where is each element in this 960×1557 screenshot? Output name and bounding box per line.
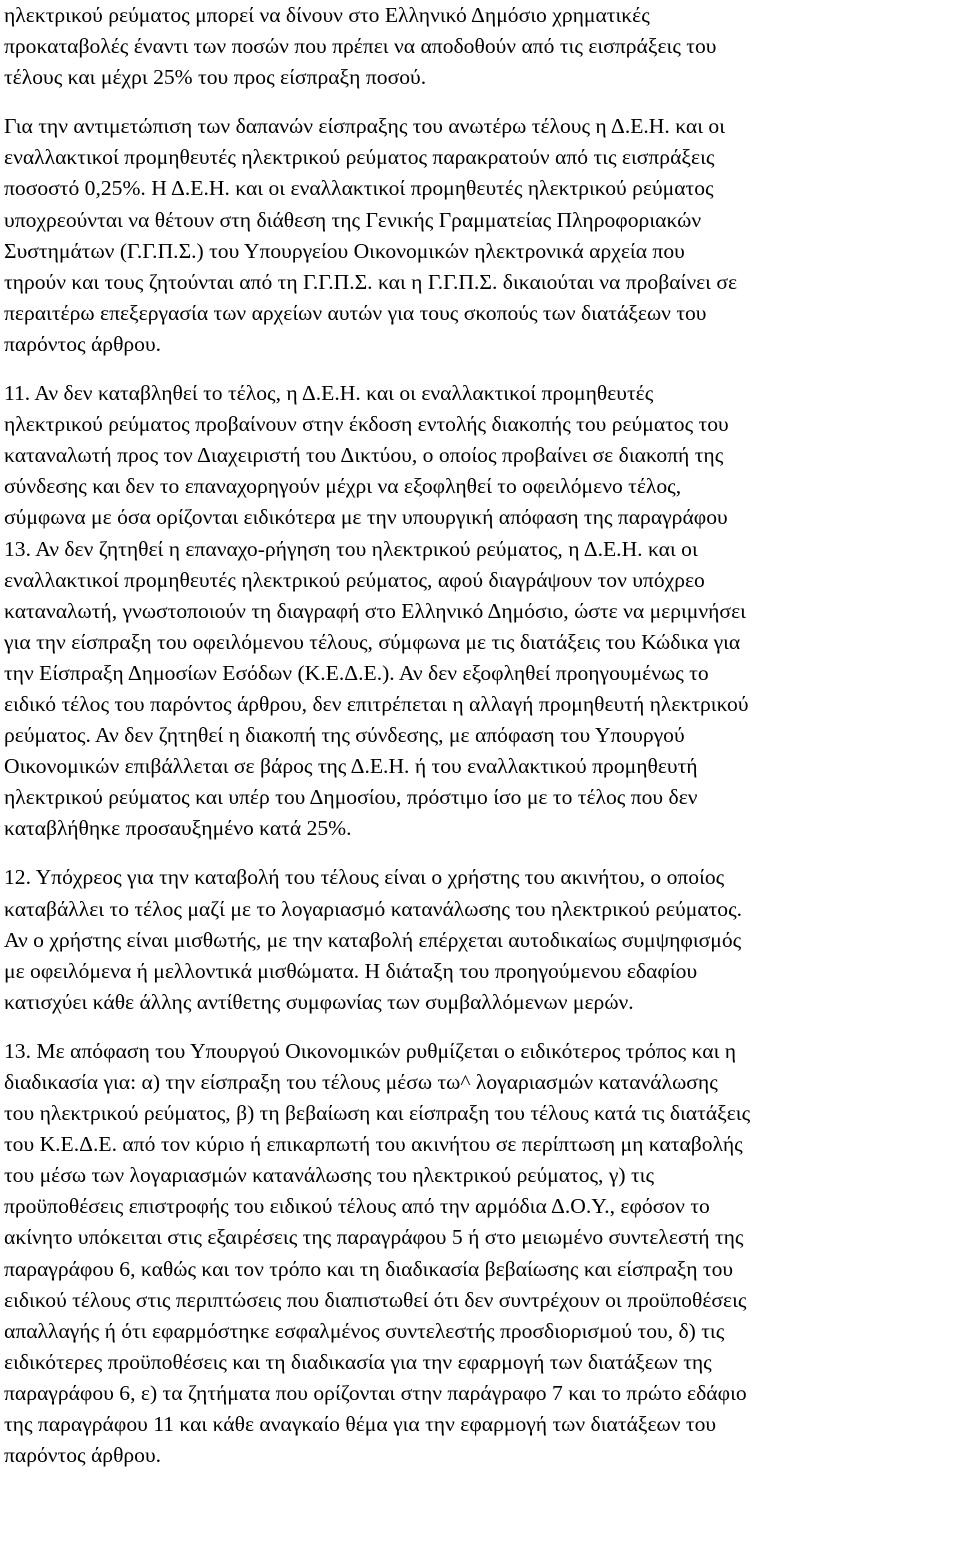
text-line: περαιτέρω επεξεργασία των αρχείων αυτών για τους σκοπούς των διατάξεων του xyxy=(4,300,707,325)
text-line: ηλεκτρικού ρεύματος και υπέρ του Δημοσίου, πρόστιμο ίσο με το τέλος που δεν xyxy=(4,785,698,810)
paragraph-collection-costs xyxy=(4,111,956,360)
text-line: Αν ο χρήστης είναι μισθωτής, με την καταβολή επέρχεται αυτοδικαίως συμψηφισμός xyxy=(4,927,742,952)
text-line: καταναλωτή, γνωστοποιούν τη διαγραφή στο Ελληνικό Δημόσιο, ώστε να μεριμνήσει xyxy=(4,598,746,623)
text-line: για την είσπραξη του οφειλόμενου τέλους, σύμφωνα με τις διατάξεις του Κώδικα για xyxy=(4,629,741,654)
text-line: καταβλήθηκε προσαυξημένο κατά 25%. xyxy=(4,816,352,841)
text-line: σύμφωνα με όσα ορίζονται ειδικότερα με την υπουργική απόφαση της παραγράφου xyxy=(4,505,728,530)
paragraph-gap xyxy=(4,93,956,111)
text-line: Συστημάτων (Γ.Γ.Π.Σ.) του Υπουργείου Οικονομικών ηλεκτρονικά αρχεία που xyxy=(4,238,685,263)
text-line: ακίνητο υπόκειται στις εξαιρέσεις της παραγράφου 5 ή στο μειωμένο συντελεστή της xyxy=(4,1225,744,1250)
text-line: ποσοστό 0,25%. Η Δ.Ε.Η. και οι εναλλακτικοί προμηθευτές ηλεκτρικού ρεύματος xyxy=(4,176,714,201)
text-line: εναλλακτικοί προμηθευτές ηλεκτρικού ρεύματος, αφού διαγράψουν τον υπόχρεο xyxy=(4,567,705,592)
paragraph-gap xyxy=(4,360,956,378)
text-line: παραγράφου 6, καθώς και τον τρόπο και τη διαδικασία βεβαίωσης και είσπραξη του xyxy=(4,1256,734,1281)
text-line: 12. Υπόχρεος για την καταβολή του τέλους είναι ο χρήστης του ακινήτου, ο οποίος xyxy=(4,865,725,890)
text-line: της παραγράφου 11 και κάθε αναγκαίο θέμα για την εφαρμογή των διατάξεων του xyxy=(4,1412,717,1437)
text-line: 11. Αν δεν καταβληθεί το τέλος, η Δ.Ε.Η. και οι εναλλακτικοί προμηθευτές xyxy=(4,381,654,406)
text-line: προϋποθέσεις επιστροφής του ειδικού τέλους από την αρμόδια Δ.Ο.Υ., εφόσον το xyxy=(4,1194,710,1219)
text-line: προκαταβολές έναντι των ποσών που πρέπει να αποδοθούν από τις εισπράξεις του xyxy=(4,34,717,59)
text-line: ειδικού τέλους στις περιπτώσεις που διαπιστωθεί ότι δεν συντρέχουν οι προϋποθέσεις xyxy=(4,1287,747,1312)
text-line: απαλλαγής ή ότι εφαρμόστηκε εσφαλμένος συντελεστής προσδιορισμού του, δ) τις xyxy=(4,1318,725,1343)
text-line: του Κ.Ε.Δ.Ε. από τον κύριο ή επικαρπωτή του ακινήτου σε περίπτωση μη καταβολής xyxy=(4,1132,743,1157)
text-line: του μέσω των λογαριασμών κατανάλωσης του ηλεκτρικού ρεύματος, γ) τις xyxy=(4,1163,655,1188)
text-line: παραγράφου 6, ε) τα ζητήματα που ορίζονται στην παράγραφο 7 και το πρώτο εδάφιο xyxy=(4,1380,747,1405)
text-line: σύνδεσης και δεν το επαναχορηγούν μέχρι να εξοφληθεί το οφειλόμενο τέλος, xyxy=(4,474,682,499)
text-line: 13. Αν δεν ζητηθεί η επαναχο-ρήγηση του ηλεκτρικού ρεύματος, η Δ.Ε.Η. και οι xyxy=(4,536,698,561)
text-line: Για την αντιμετώπιση των δαπανών είσπραξης του ανωτέρω τέλους η Δ.Ε.Η. και οι xyxy=(4,114,726,139)
text-line: ειδικότερες προϋποθέσεις και τη διαδικασία για την εφαρμογή των διατάξεων της xyxy=(4,1349,712,1374)
text-line: του ηλεκτρικού ρεύματος, β) τη βεβαίωση και είσπραξη του τέλους κατά τις διατάξεις xyxy=(4,1101,751,1126)
paragraph-gap xyxy=(4,844,956,862)
text-line: ηλεκτρικού ρεύματος προβαίνουν στην έκδοση εντολής διακοπής του ρεύματος του xyxy=(4,412,729,437)
text-line: ειδικό τέλος του παρόντος άρθρου, δεν επιτρέπεται η αλλαγή προμηθευτή ηλεκτρικού xyxy=(4,691,749,716)
text-line: ρεύματος. Αν δεν ζητηθεί η διακοπή της σύνδεσης, με απόφαση του Υπουργού xyxy=(4,723,685,748)
paragraph-12 xyxy=(4,862,956,1017)
document-page xyxy=(4,0,956,1557)
text-line: τηρούν και τους ζητούνται από τη Γ.Γ.Π.Σ. και η Γ.Γ.Π.Σ. δικαιούται να προβαίνει σε xyxy=(4,269,738,294)
paragraph-gap xyxy=(4,1018,956,1036)
text-line: καταβάλλει το τέλος μαζί με το λογαριασμό κατανάλωσης του ηλεκτρικού ρεύματος. xyxy=(4,896,743,921)
text-line: διαδικασία για: α) την είσπραξη του τέλους μέσω τω^ λογαριασμών κατανάλωσης xyxy=(4,1070,718,1094)
text-line: με οφειλόμενα ή μελλοντικά μισθώματα. Η διάταξη του προηγούμενου εδαφίου xyxy=(4,958,698,983)
text-line: ηλεκτρικού ρεύματος μπορεί να δίνουν στο Ελληνικό Δημόσιο χρηματικές xyxy=(4,3,650,27)
text-line: εναλλακτικοί προμηθευτές ηλεκτρικού ρεύματος παρακρατούν από τις εισπράξεις xyxy=(4,145,715,170)
text-line: καταναλωτή προς τον Διαχειριστή του Δικτύου, ο οποίος προβαίνει σε διακοπή της xyxy=(4,443,724,468)
text-line: παρόντος άρθρου. xyxy=(4,331,162,356)
text-line: Οικονομικών επιβάλλεται σε βάρος της Δ.Ε.Η. ή του εναλλακτικού προμηθευτή xyxy=(4,754,698,779)
text-line: κατισχύει κάθε άλλης αντίθετης συμφωνίας των συμβαλλόμενων μερών. xyxy=(4,989,634,1014)
text-line: υποχρεούνται να θέτουν στη διάθεση της Γενικής Γραμματείας Πληροφοριακών xyxy=(4,207,702,232)
text-line: 13. Με απόφαση του Υπουργού Οικονομικών ρυθμίζεται ο ειδικότερος τρόπος και η xyxy=(4,1038,737,1063)
paragraph-13 xyxy=(4,1036,956,1471)
text-line: παρόντος άρθρου. xyxy=(4,1443,162,1468)
text-line: τέλους και μέχρι 25% του προς είσπραξη ποσού. xyxy=(4,65,427,90)
text-line: την Είσπραξη Δημοσίων Εσόδων (Κ.Ε.Δ.Ε.). Αν δεν εξοφληθεί προηγουμένως το xyxy=(4,660,709,685)
paragraph-intro-continuation xyxy=(4,0,956,93)
paragraph-11 xyxy=(4,378,956,844)
